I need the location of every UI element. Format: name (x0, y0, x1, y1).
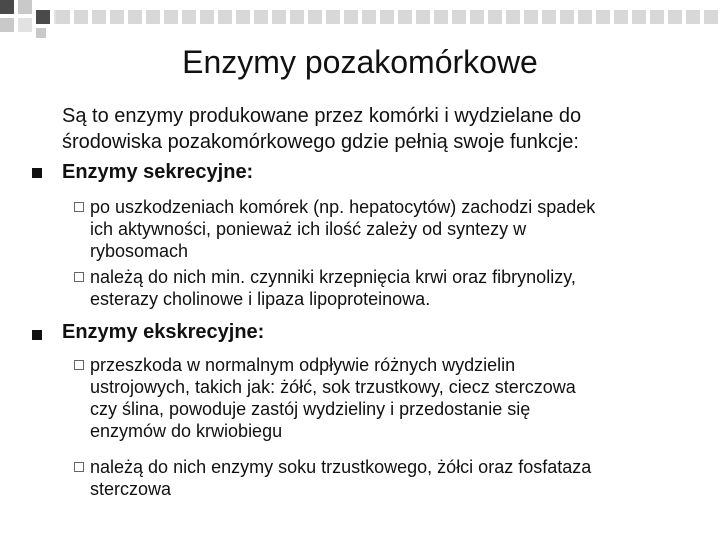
deco-square (0, 0, 14, 14)
square-bullet-icon (32, 330, 42, 340)
intro-line: środowiska pozakomórkowego gdzie pełnią swoje funkcje: (62, 131, 579, 153)
square-bullet-icon (32, 168, 42, 178)
hollow-square-bullet-icon (74, 272, 84, 282)
list-item-line: esterazy cholinowe i lipaza lipoproteinowa. (90, 289, 431, 309)
list-item-line: enzymów do krwiobiegu (90, 421, 283, 441)
deco-square (36, 28, 46, 38)
list-item-line: przeszkoda w normalnym odpływie różnych wydzielin (90, 355, 516, 375)
section-heading: Enzymy sekrecyjne: (62, 161, 254, 183)
hollow-square-bullet-icon (74, 360, 84, 370)
deco-square (36, 10, 50, 24)
list-item-line: ich aktywności, ponieważ ich ilość zależy od syntezy w (90, 219, 527, 239)
list-item-line: należą do nich min. czynniki krzepnięcia krwi oraz fibrynolizy, (90, 267, 576, 287)
deco-square (0, 18, 14, 32)
section-heading: Enzymy ekskrecyjne: (62, 321, 265, 343)
list-item-line: ustrojowych, takich jak: żółć, sok trzustkowy, ciecz sterczowa (90, 377, 576, 397)
header-bar (56, 10, 720, 24)
deco-square (18, 18, 32, 32)
slide-title: Enzymy pozakomórkowe (182, 44, 538, 80)
list-item-line: należą do nich enzymy soku trzustkowego, żółci oraz fosfataza (90, 457, 592, 477)
intro-line: Są to enzymy produkowane przez komórki i wydzielane do (62, 105, 582, 127)
hollow-square-bullet-icon (74, 202, 84, 212)
list-item-line: czy ślina, powoduje zastój wydzieliny i przedostanie się (90, 399, 531, 419)
hollow-square-bullet-icon (74, 462, 84, 472)
list-item-line: rybosomach (90, 241, 189, 261)
list-item-line: sterczowa (90, 479, 172, 499)
deco-square (18, 0, 32, 14)
list-item-line: po uszkodzeniach komórek (np. hepatocytów) zachodzi spadek (90, 197, 596, 217)
